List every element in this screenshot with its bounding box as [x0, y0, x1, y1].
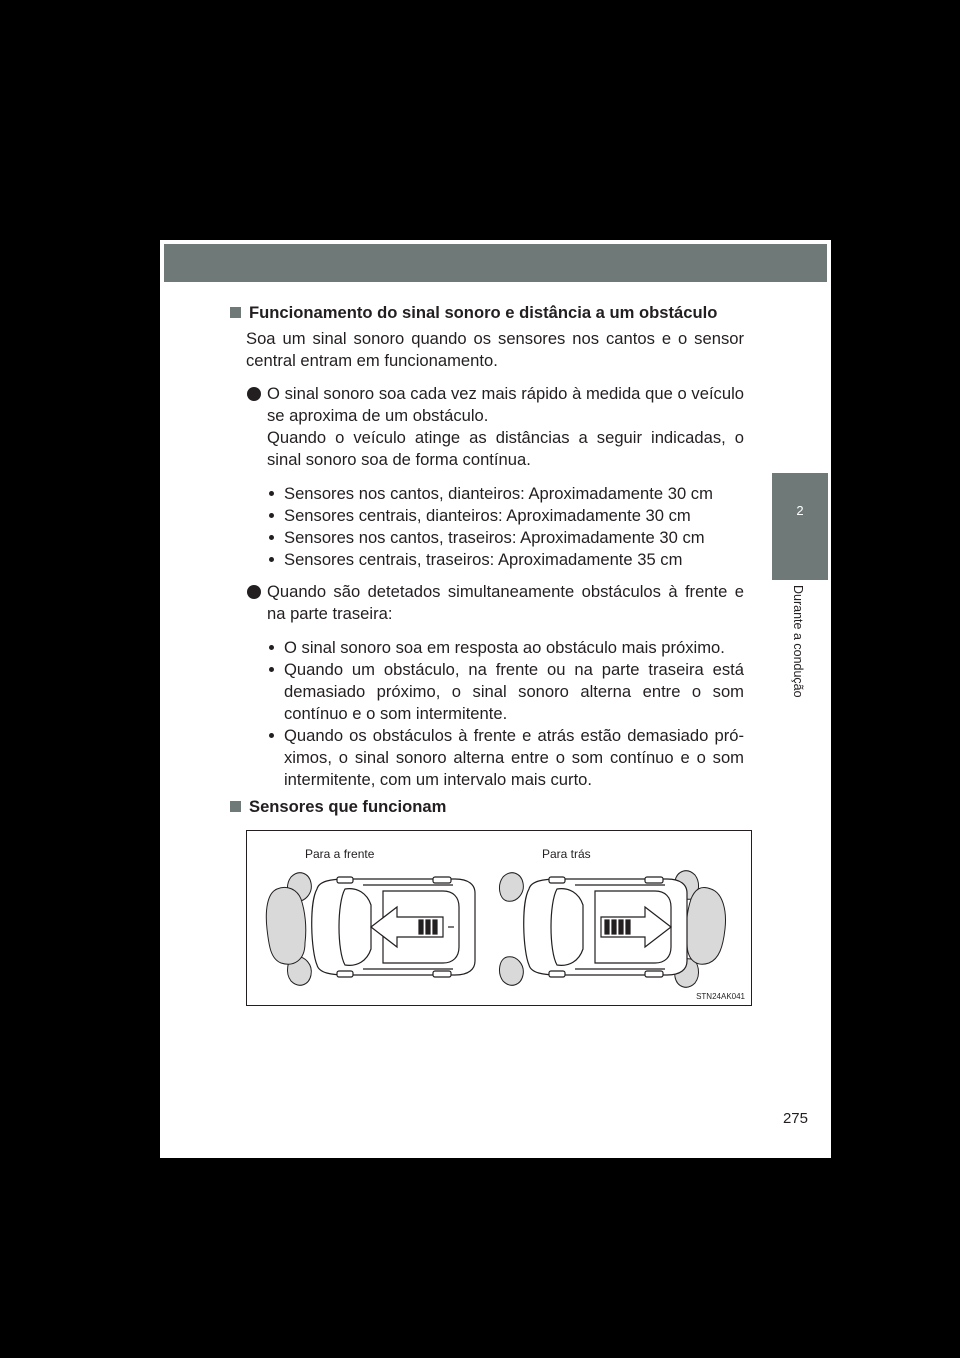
bullet1-line-1: O sinal sonoro soa cada vez mais rápido à medida que o veículo	[267, 384, 744, 403]
manual-page	[160, 240, 831, 1158]
square-bullet-icon	[230, 307, 241, 318]
bullet2-line-2: na parte traseira:	[267, 604, 393, 623]
distance-item: Sensores nos cantos, dianteiros: Aproximadamente 30 cm	[284, 484, 713, 503]
label-front: Para a frente	[305, 847, 375, 861]
page-number: 275	[782, 1110, 808, 1127]
front-corner-sensor-area	[500, 957, 524, 986]
distance-item: Sensores centrais, traseiros: Aproximadamente 35 cm	[284, 550, 683, 569]
intro-line-1: Soa um sinal sonoro quando os sensores nos cantos e o sensor	[246, 329, 744, 348]
sensor-figure	[246, 830, 752, 1006]
heading-beep: Funcionamento do sinal sonoro e distância a um obstáculo	[230, 302, 717, 324]
label-rear: Para trás	[542, 847, 591, 861]
rear-center-sensor-area	[686, 887, 725, 964]
heading-sensors: Sensores que funcionam	[230, 796, 446, 818]
bullet-icon	[269, 535, 274, 540]
square-bullet-icon	[230, 801, 241, 812]
bullet-icon	[269, 733, 274, 738]
sub-item-2-line-2: demasiado próximo, o sinal sonoro alterna entre o som	[284, 682, 744, 701]
bullet-icon	[269, 557, 274, 562]
bullet-icon	[269, 513, 274, 518]
front-corner-sensor-area	[500, 873, 524, 902]
sub-item-3-line-1: Quando os obstáculos à frente e atrás estão demasiado pró-	[284, 726, 744, 745]
bullet-icon	[269, 491, 274, 496]
sub-item-3-line-3: intermitente, com um intervalo mais curto.	[284, 770, 593, 789]
header-bar	[164, 244, 827, 282]
round-bullet-icon	[247, 585, 261, 599]
section-label	[770, 585, 828, 845]
section-number: 2	[796, 503, 804, 518]
distance-item: Sensores nos cantos, traseiros: Aproximadamente 30 cm	[284, 528, 705, 547]
bullet-icon	[269, 667, 274, 672]
sub-item-2-line-1: Quando um obstáculo, na frente ou na parte traseira está	[284, 660, 744, 679]
bullet1-line-2: se aproxima de um obstáculo.	[267, 406, 489, 425]
bullet1-line-3: Quando o veículo atinge as distâncias a seguir indicadas, o	[267, 428, 744, 447]
sub-item-2-line-3: contínuo e o som intermitente.	[284, 704, 508, 723]
sub-item-3-line-2: ximos, o sinal sonoro alterna entre o som contínuo e o som	[284, 748, 744, 767]
round-bullet-icon	[247, 387, 261, 401]
distance-item: Sensores centrais, dianteiros: Aproximadamente 30 cm	[284, 506, 691, 525]
front-center-sensor-area	[266, 887, 305, 964]
figure-id: STN24AK041	[696, 992, 745, 1001]
sensor-diagram	[247, 831, 751, 1005]
bullet-icon	[269, 645, 274, 650]
sub-item-1: O sinal sonoro soa em resposta ao obstáculo mais próximo.	[284, 638, 725, 657]
section-title: Durante a condução	[791, 585, 805, 698]
bullet2-line-1: Quando são detetados simultaneamente obstáculos à frente e	[267, 582, 744, 601]
intro-line-2: central entram em funcionamento.	[246, 351, 498, 370]
bullet1-line-4: sinal sonoro soa de forma contínua.	[267, 450, 531, 469]
section-tab	[772, 473, 828, 580]
